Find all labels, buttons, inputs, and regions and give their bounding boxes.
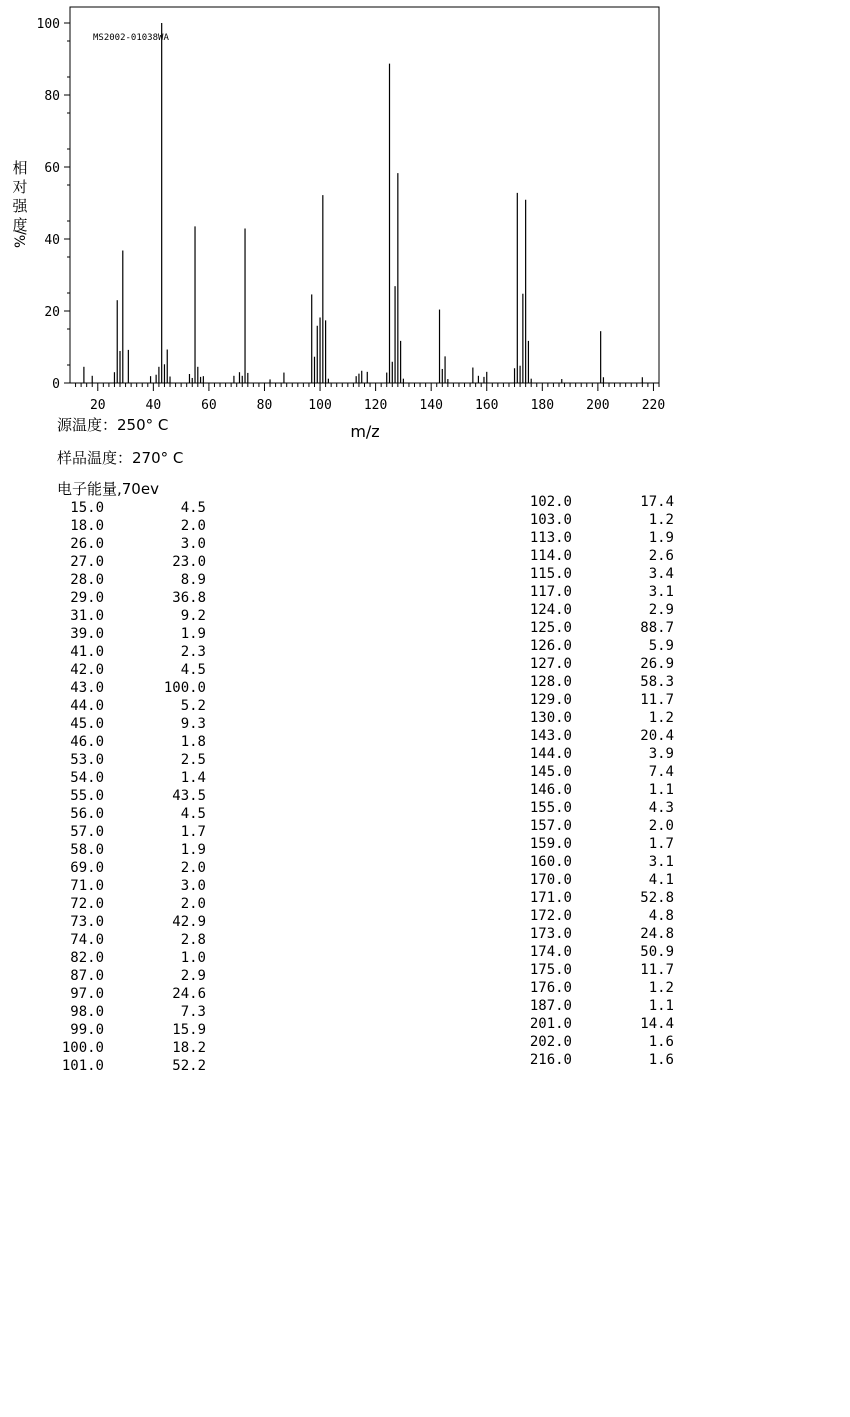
intensity-value: 1.0	[180, 950, 206, 966]
x-tick-label: 120	[363, 398, 388, 413]
mz-value: 41.0	[70, 644, 104, 660]
x-axis	[76, 383, 666, 413]
mz-value: 73.0	[70, 914, 104, 930]
mz-value: 99.0	[70, 1022, 104, 1038]
mz-value: 129.0	[529, 692, 572, 708]
x-tick-label: 200	[586, 398, 610, 413]
mz-value: 125.0	[529, 620, 572, 636]
intensity-value: 2.9	[180, 968, 206, 984]
y-tick-label: 80	[44, 89, 60, 104]
intensity-value: 1.1	[648, 782, 674, 798]
mz-value: 102.0	[529, 494, 572, 510]
x-tick-label: 80	[256, 398, 273, 413]
mz-value: 174.0	[529, 944, 572, 960]
mz-value: 117.0	[529, 584, 572, 600]
intensity-value: 1.6	[648, 1052, 674, 1068]
x-tick-label: 180	[530, 398, 555, 413]
mz-value: 171.0	[529, 890, 572, 906]
mass-spectrum-chart	[0, 0, 850, 445]
intensity-value: 1.2	[648, 512, 674, 528]
intensity-value: 1.2	[648, 710, 674, 726]
y-tick-label: 40	[44, 233, 60, 248]
mz-value: 72.0	[70, 896, 104, 912]
mz-value: 160.0	[529, 854, 572, 870]
mz-value: 172.0	[529, 908, 572, 924]
mz-value: 126.0	[529, 638, 572, 654]
intensity-value: 100.0	[163, 680, 206, 696]
intensity-value: 23.0	[172, 554, 206, 570]
intensity-value: 4.8	[648, 908, 674, 924]
y-tick-label: 20	[44, 305, 60, 320]
intensity-value: 20.4	[640, 728, 674, 744]
mz-value: 127.0	[529, 656, 572, 672]
intensity-value: 2.0	[180, 896, 206, 912]
intensity-value: 14.4	[640, 1016, 674, 1032]
intensity-value: 2.8	[180, 932, 206, 948]
mz-value: 201.0	[529, 1016, 572, 1032]
mz-value: 53.0	[70, 752, 104, 768]
intensity-value: 50.9	[640, 944, 674, 960]
intensity-value: 4.5	[180, 662, 206, 678]
intensity-value: 2.6	[648, 548, 674, 564]
intensity-value: 1.4	[180, 770, 206, 786]
mz-value: 146.0	[529, 782, 572, 798]
intensity-value: 43.5	[172, 788, 206, 804]
mz-value: 176.0	[529, 980, 572, 996]
intensity-value: 2.0	[648, 818, 674, 834]
mz-value: 157.0	[529, 818, 572, 834]
mz-value: 128.0	[529, 674, 572, 690]
spectrum-code: MS2002-01038WA	[93, 33, 169, 43]
intensity-value: 1.7	[180, 824, 206, 840]
intensity-value: 2.9	[648, 602, 674, 618]
intensity-value: 5.2	[180, 698, 206, 714]
x-tick-label: 60	[201, 398, 217, 413]
intensity-value: 11.7	[640, 962, 674, 978]
intensity-value: 8.9	[180, 572, 206, 588]
intensity-value: 1.6	[648, 1034, 674, 1050]
mz-value: 124.0	[529, 602, 572, 618]
x-tick-label: 220	[641, 398, 666, 413]
mz-value: 18.0	[70, 518, 104, 534]
mz-value: 103.0	[529, 512, 572, 528]
mz-value: 114.0	[529, 548, 572, 564]
intensity-value: 2.0	[180, 518, 206, 534]
intensity-value: 58.3	[640, 674, 674, 690]
y-tick-label: 100	[36, 17, 60, 32]
mz-value: 97.0	[70, 986, 104, 1002]
intensity-value: 1.9	[180, 842, 206, 858]
x-tick-label: 160	[475, 398, 499, 413]
intensity-value: 2.5	[180, 752, 206, 768]
intensity-value: 5.9	[648, 638, 674, 654]
x-tick-label: 20	[89, 398, 106, 413]
mz-value: 26.0	[70, 536, 104, 552]
mz-value: 54.0	[70, 770, 104, 786]
mz-value: 173.0	[529, 926, 572, 942]
intensity-value: 3.1	[648, 584, 674, 600]
y-axis-label-char: 相	[12, 159, 28, 177]
intensity-value: 3.0	[180, 536, 206, 552]
mz-value: 69.0	[70, 860, 104, 876]
intensity-value: 52.8	[640, 890, 674, 906]
x-tick-label: 40	[145, 398, 162, 413]
mz-value: 44.0	[70, 698, 104, 714]
intensity-value: 3.0	[180, 878, 206, 894]
y-axis-label-char: 度	[12, 216, 28, 234]
mz-value: 175.0	[529, 962, 572, 978]
intensity-value: 26.9	[640, 656, 674, 672]
mz-value: 170.0	[529, 872, 572, 888]
mz-value: 56.0	[70, 806, 104, 822]
intensity-value: 24.8	[640, 926, 674, 942]
intensity-value: 18.2	[172, 1040, 206, 1056]
intensity-value: 1.1	[648, 998, 674, 1014]
mz-value: 145.0	[529, 764, 572, 780]
intensity-value: 1.7	[648, 836, 674, 852]
peak-bars	[84, 23, 642, 383]
intensity-value: 3.4	[648, 566, 674, 582]
mz-value: 39.0	[70, 626, 104, 642]
x-tick-label: 140	[419, 398, 443, 413]
intensity-value: 1.8	[180, 734, 206, 750]
intensity-value: 4.1	[648, 872, 674, 888]
mz-value: 57.0	[70, 824, 104, 840]
intensity-value: 36.8	[172, 590, 206, 606]
plot-frame	[70, 7, 659, 383]
mz-value: 28.0	[70, 572, 104, 588]
intensity-value: 24.6	[172, 986, 206, 1002]
mz-value: 45.0	[70, 716, 104, 732]
y-axis-label-char: 对	[12, 178, 28, 196]
mz-value: 82.0	[70, 950, 104, 966]
intensity-value: 2.0	[180, 860, 206, 876]
mz-value: 31.0	[70, 608, 104, 624]
mz-value: 29.0	[70, 590, 104, 606]
intensity-value: 3.1	[648, 854, 674, 870]
mz-value: 101.0	[61, 1058, 104, 1074]
intensity-value: 4.5	[180, 500, 206, 516]
mz-value: 46.0	[70, 734, 104, 750]
mz-value: 159.0	[529, 836, 572, 852]
mz-value: 27.0	[70, 554, 104, 570]
intensity-value: 2.3	[180, 644, 206, 660]
source-temperature: 源温度：250° C	[57, 416, 169, 434]
mz-value: 42.0	[70, 662, 104, 678]
intensity-value: 7.4	[648, 764, 674, 780]
mz-value: 55.0	[70, 788, 104, 804]
intensity-value: 9.3	[180, 716, 206, 732]
mz-value: 15.0	[70, 500, 104, 516]
mz-value: 202.0	[529, 1034, 572, 1050]
intensity-value: 1.9	[648, 530, 674, 546]
intensity-value: 1.9	[180, 626, 206, 642]
sample-temperature: 样品温度：270° C	[57, 449, 184, 467]
mz-value: 130.0	[529, 710, 572, 726]
electron-energy: 电子能量,70ev	[57, 480, 159, 498]
mz-value: 143.0	[529, 728, 572, 744]
mz-value: 98.0	[70, 1004, 104, 1020]
mz-value: 87.0	[70, 968, 104, 984]
y-axis	[37, 17, 70, 392]
intensity-value: 9.2	[180, 608, 206, 624]
intensity-value: 4.5	[180, 806, 206, 822]
y-tick-label: 0	[52, 377, 60, 392]
mz-value: 155.0	[529, 800, 572, 816]
y-axis-label-char: 强	[12, 197, 28, 215]
intensity-value: 3.9	[648, 746, 674, 762]
mz-value: 71.0	[70, 878, 104, 894]
intensity-value: 1.2	[648, 980, 674, 996]
intensity-value: 42.9	[172, 914, 206, 930]
mz-value: 144.0	[529, 746, 572, 762]
y-axis-label-unit: %/	[13, 229, 29, 248]
x-tick-label: 100	[308, 398, 332, 413]
intensity-value: 4.3	[648, 800, 674, 816]
intensity-value: 11.7	[640, 692, 674, 708]
mz-value: 115.0	[529, 566, 572, 582]
mz-value: 58.0	[70, 842, 104, 858]
y-tick-label: 60	[44, 161, 60, 176]
intensity-value: 15.9	[172, 1022, 206, 1038]
mz-value: 187.0	[529, 998, 572, 1014]
mz-value: 100.0	[61, 1040, 104, 1056]
mz-value: 216.0	[529, 1052, 572, 1068]
intensity-value: 52.2	[172, 1058, 206, 1074]
x-axis-label: m/z	[350, 422, 380, 441]
intensity-value: 7.3	[180, 1004, 206, 1020]
intensity-value: 17.4	[640, 494, 674, 510]
mz-value: 43.0	[70, 680, 104, 696]
y-axis-label	[12, 159, 29, 248]
intensity-value: 88.7	[640, 620, 674, 636]
mz-value: 74.0	[70, 932, 104, 948]
mz-value: 113.0	[529, 530, 572, 546]
